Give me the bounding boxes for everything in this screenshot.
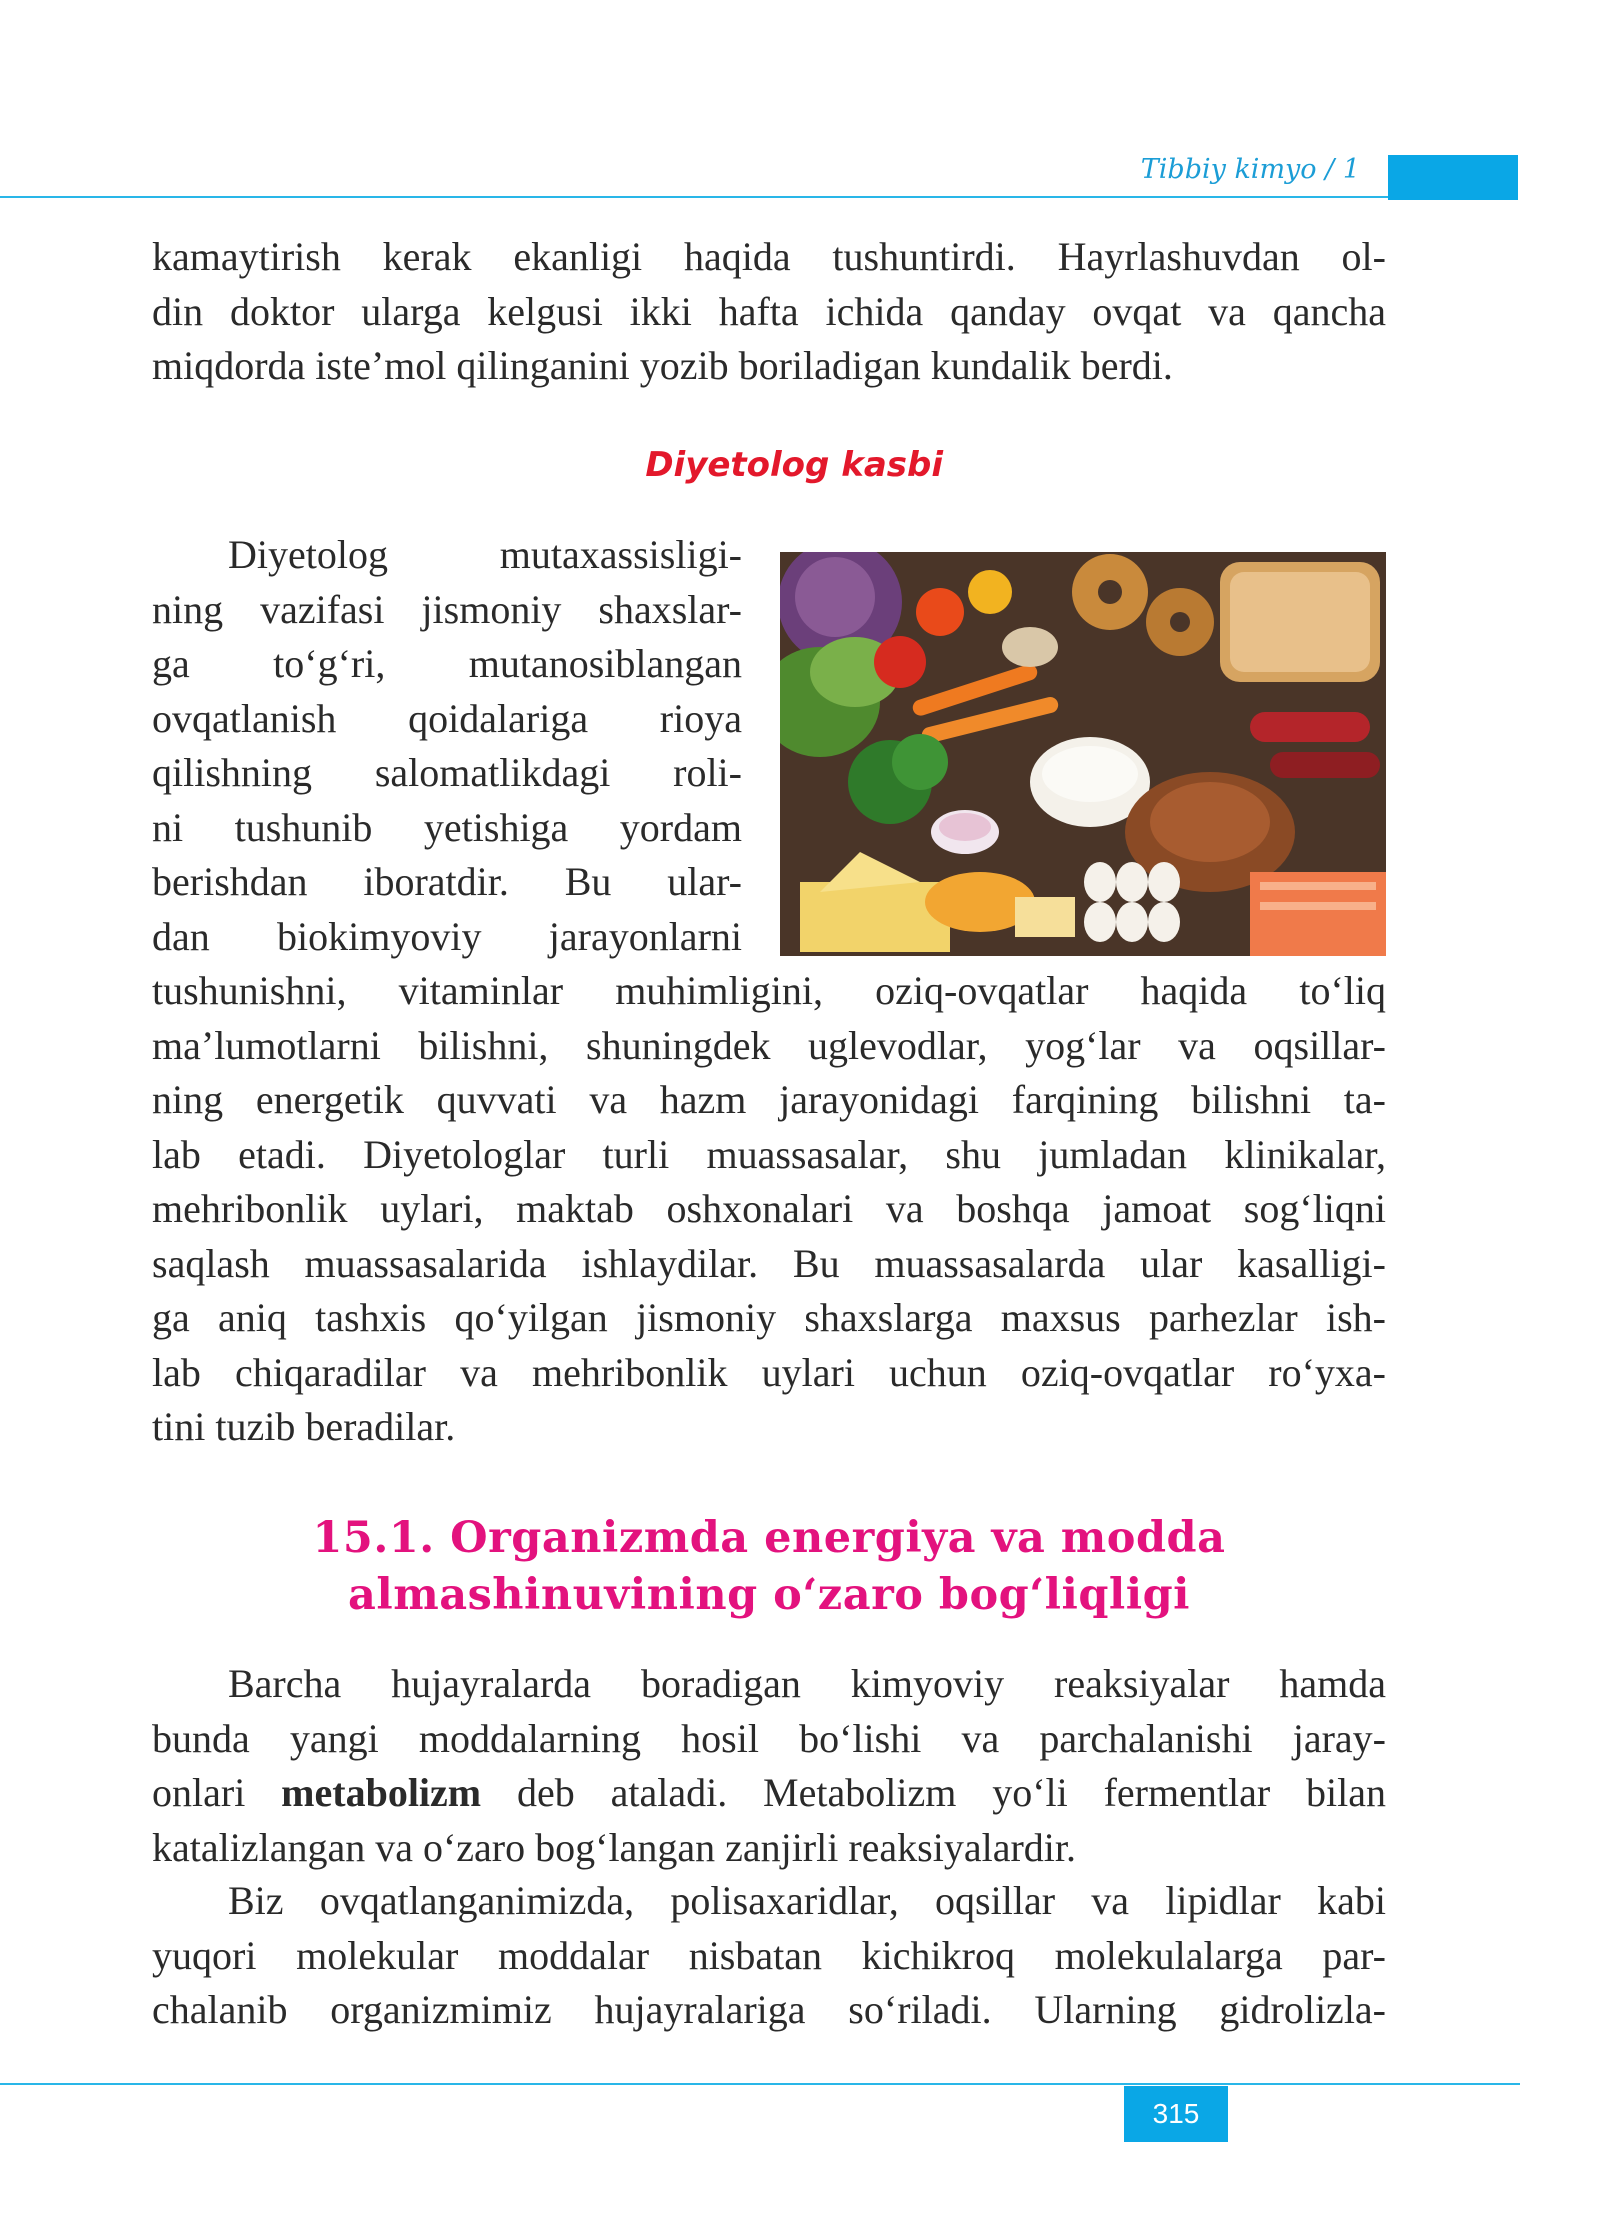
text-fragment: deb ataladi. Metabolizm yo‘li fermentlar bilan	[481, 1770, 1386, 1815]
bold-term: metabolizm	[281, 1770, 482, 1815]
text-line: din doktor ularga kelgusi ikki hafta ichida qanday ovqat va qancha	[152, 288, 1386, 334]
text-line: yuqori molekular moddalar nisbatan kichikroq molekulalarga par-	[152, 1932, 1386, 1978]
food-photo	[780, 552, 1386, 956]
text-line: Barcha hujayralarda boradigan kimyoviy reaksiyalar hamda	[228, 1661, 1386, 1706]
text-line: ga to‘g‘ri, mutanosiblangan	[152, 641, 742, 686]
text-fragment: onlari	[152, 1770, 282, 1815]
footer-rule	[0, 2083, 1520, 2085]
text-line: lab etadi. Diyetologlar turli muassasalar, shu jumladan klinikalar,	[152, 1131, 1386, 1177]
running-title: Tibbiy kimyo / 1	[1140, 154, 1360, 185]
paragraph-dietitian-wrapped	[152, 528, 742, 964]
paragraph-dietitian-continued	[152, 964, 1386, 1455]
text-line: berishdan iboratdir. Bu ular-	[152, 859, 742, 904]
section-heading-line: 15.1. Organizmda energiya va modda	[312, 1513, 1226, 1563]
text-line: mehribonlik uylari, maktab oshxonalari va boshqa jamoat sog‘liqni	[152, 1186, 1386, 1231]
text-line: kamaytirish kerak ekanligi haqida tushuntirdi. Hayrlashuvdan ol-	[152, 234, 1386, 279]
subsection-title: Diyetolog kasbi	[645, 445, 943, 485]
header-color-tab	[1388, 155, 1518, 200]
text-line: tushunishni, vitaminlar muhimligini, oziq-ovqatlar haqida to‘liq	[152, 968, 1386, 1013]
paragraph-intro	[152, 230, 1386, 394]
paragraph-digestion	[152, 1874, 1386, 2038]
text-line: dan biokimyoviy jarayonlarni	[152, 913, 742, 959]
text-line: ga aniq tashxis qo‘yilgan jismoniy shaxslarga maxsus parhezlar ish-	[152, 1295, 1386, 1340]
header-rule	[0, 196, 1440, 198]
text-line: qilishning salomatlikdagi roli-	[152, 750, 742, 795]
text-line: lab chiqaradilar va mehribonlik uylari uchun oziq-ovqatlar ro‘yxa-	[152, 1349, 1386, 1395]
text-line: saqlash muassasalarida ishlaydilar. Bu muassasalarda ular kasalligi-	[152, 1240, 1386, 1286]
text-line: ning vazifasi jismoniy shaxslar-	[152, 586, 742, 632]
text-line: tini tuzib beradilar.	[152, 1404, 456, 1449]
paragraph-metabolism	[152, 1657, 1386, 1875]
text-line: Biz ovqatlanganimizda, polisaxaridlar, oqsillar va lipidlar kabi	[228, 1878, 1386, 1923]
text-line: chalanib organizmimiz hujayralariga so‘riladi. Ularning gidrolizla-	[152, 1987, 1386, 2032]
section-heading	[152, 1510, 1386, 1624]
text-line: Diyetolog mutaxassisligi-	[228, 532, 742, 577]
text-line	[152, 1766, 1386, 1821]
page-number: 315	[1124, 2086, 1228, 2142]
text-line: miqdorda iste’mol qilinganini yozib boriladigan kundalik berdi.	[152, 343, 1173, 388]
section-heading-line: almashinuvining o‘zaro bog‘liqligi	[348, 1570, 1190, 1620]
text-line: ma’lumotlarni bilishni, shuningdek uglevodlar, yog‘lar va oqsillar-	[152, 1022, 1386, 1068]
text-line: ovqatlanish qoidalariga rioya	[152, 695, 742, 741]
text-line: ning energetik quvvati va hazm jarayonidagi farqining bilishni ta-	[152, 1077, 1386, 1122]
text-line: bunda yangi moddalarning hosil bo‘lishi va parchalanishi jaray-	[152, 1715, 1386, 1761]
text-line: ni tushunib yetishiga yordam	[152, 804, 742, 850]
text-line: katalizlangan va o‘zaro bog‘langan zanjirli reaksiyalardir.	[152, 1824, 1077, 1870]
